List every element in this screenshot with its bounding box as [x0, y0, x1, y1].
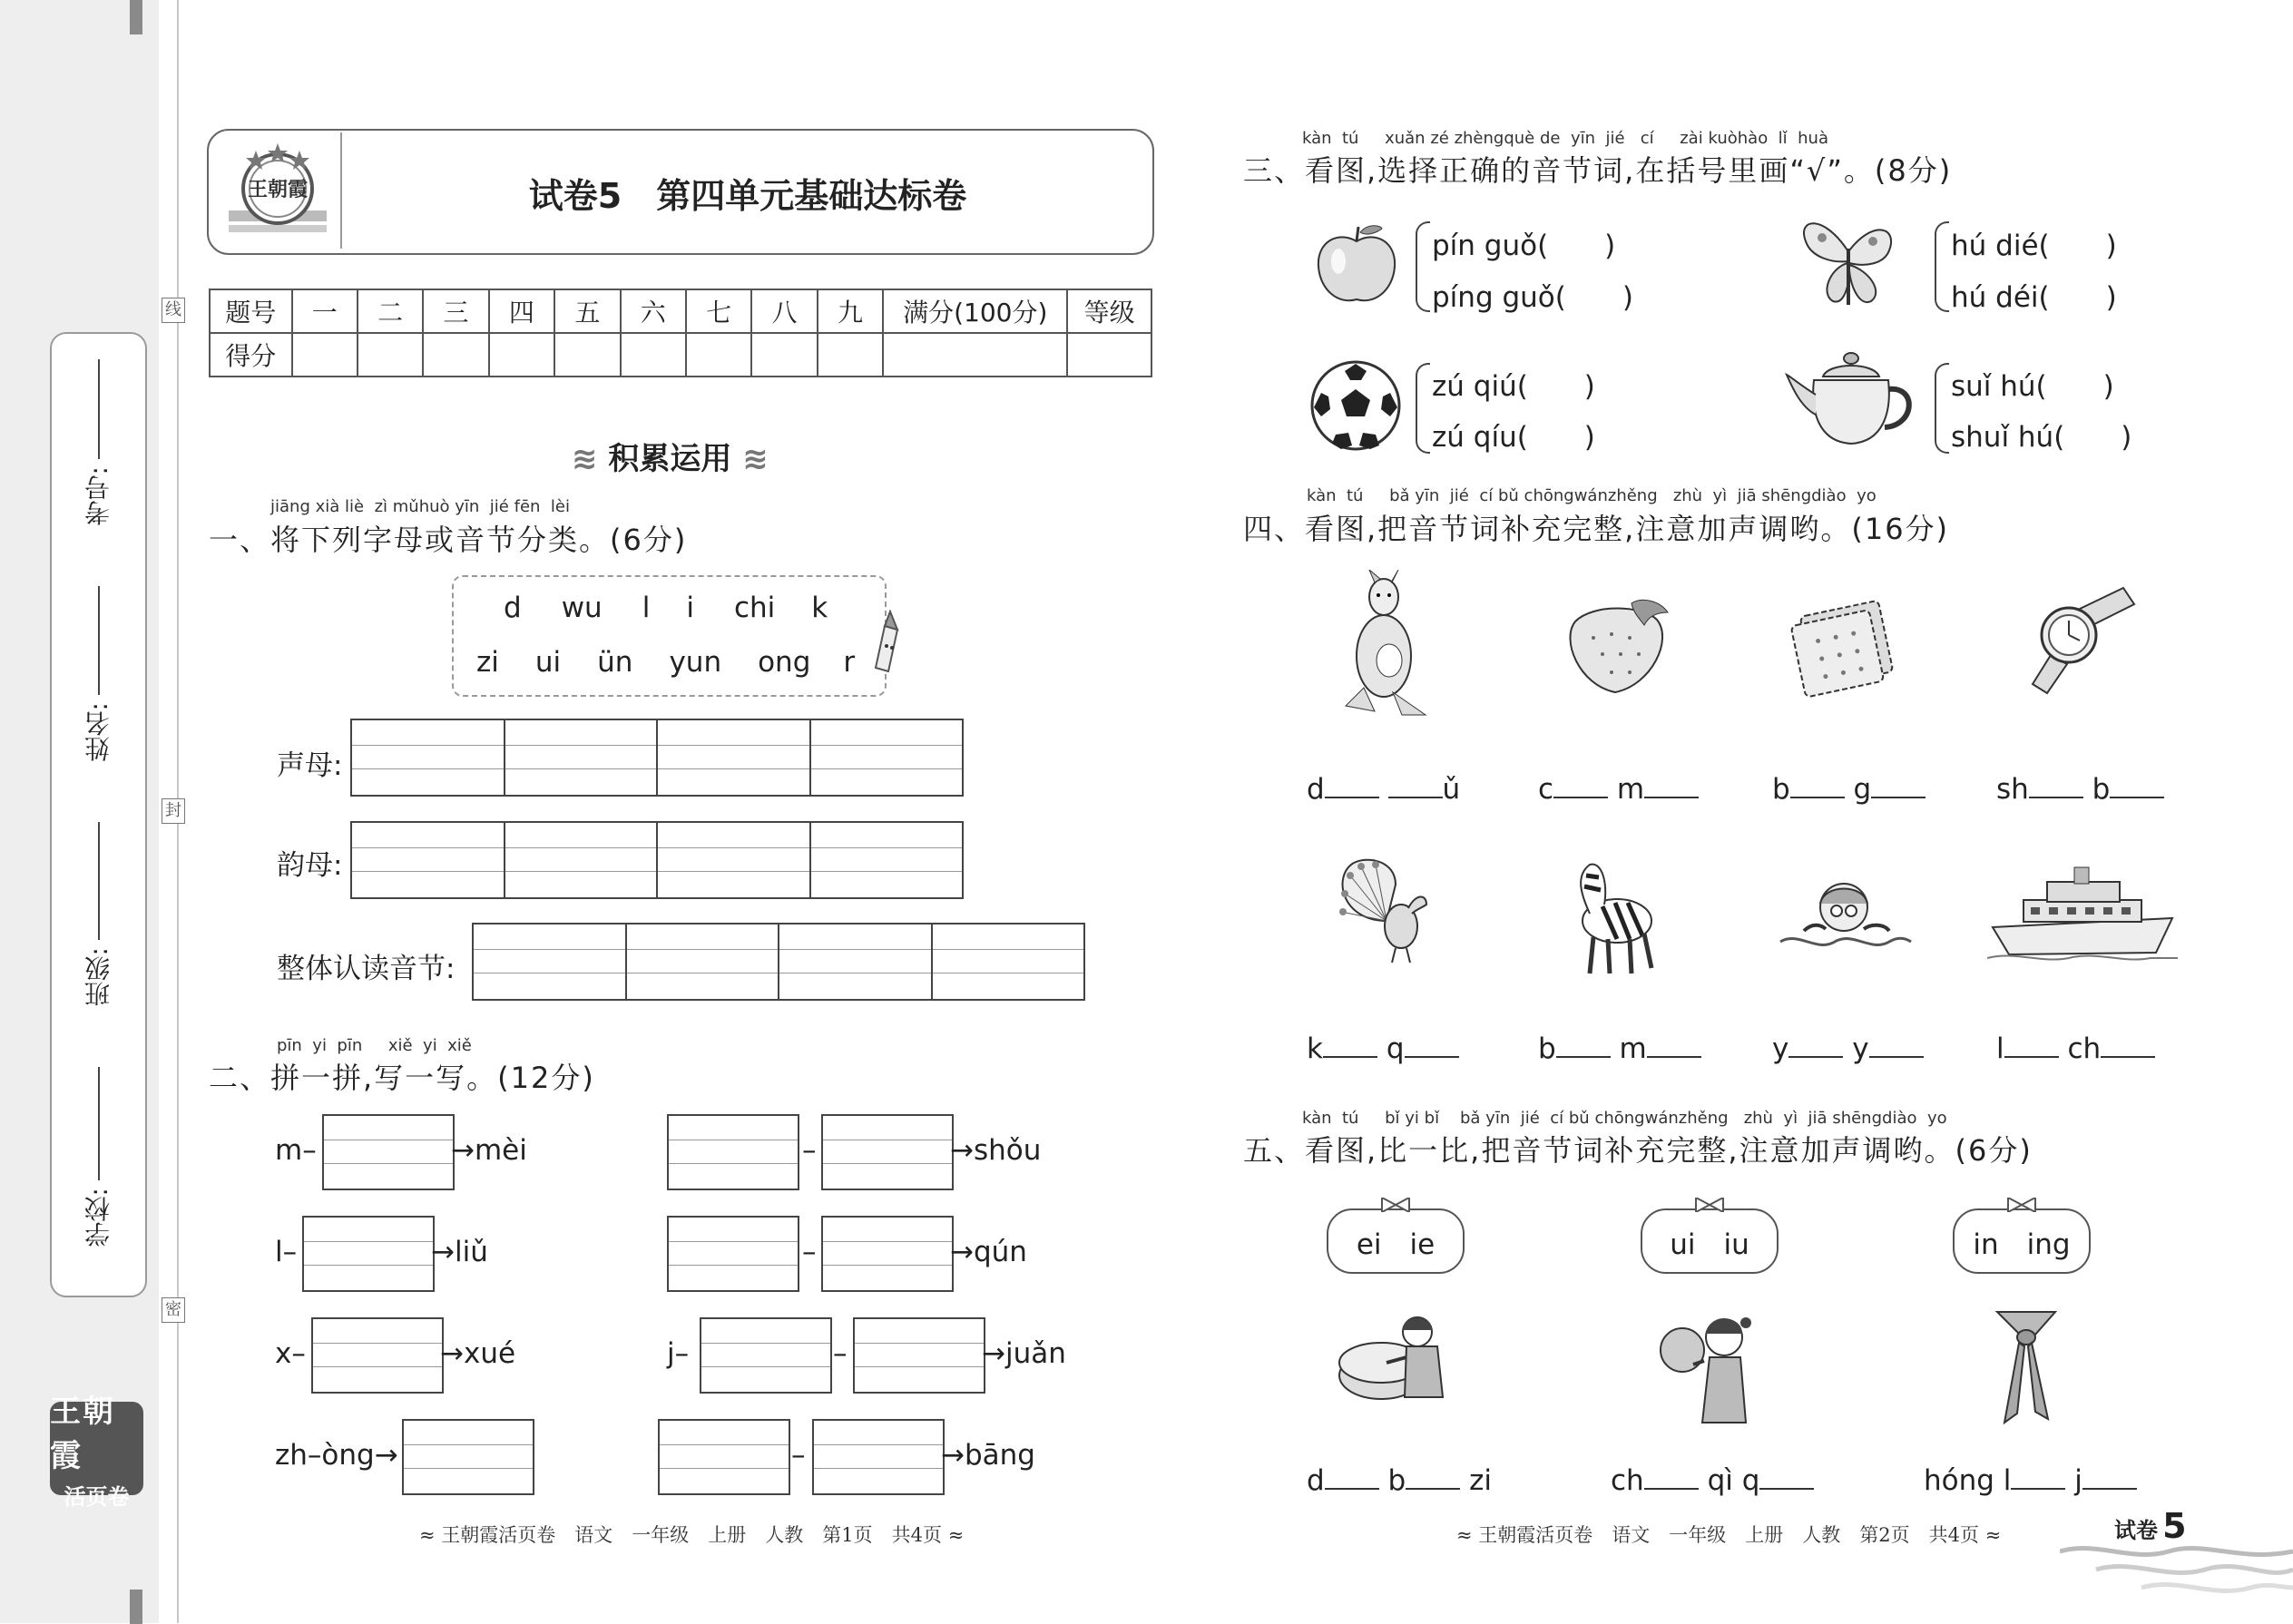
q4-title: 四、看图,把音节词补充完整,注意加声调哟。(16分) — [1243, 512, 1950, 546]
binding-mark-line: 线 — [162, 298, 185, 323]
q2-answer-box[interactable] — [402, 1419, 534, 1495]
q2-left-2-pre: l– — [275, 1236, 298, 1268]
q2-answer-box[interactable] — [302, 1216, 435, 1292]
q4-answer[interactable]: sh b — [1996, 773, 2164, 806]
binding-mark-seal: 封 — [162, 798, 185, 824]
student-info-box — [50, 332, 147, 1297]
q4-answer[interactable]: b g — [1772, 773, 1926, 806]
seal-logo — [225, 138, 330, 240]
q1-letters-row2: zi ui ün yun ong r — [476, 646, 856, 679]
pencil-mascot-icon — [867, 610, 908, 673]
label-shengmu: 声母: — [277, 749, 343, 782]
q3-option[interactable]: suǐ hú( ) — [1951, 370, 2114, 403]
binding-tick — [130, 1590, 142, 1624]
binding-tick — [130, 0, 142, 34]
label-zhengti: 整体认读音节: — [277, 953, 456, 985]
q2-answer-box[interactable] — [322, 1114, 455, 1190]
q2-left-1-pre: m– — [275, 1134, 317, 1167]
q2-right-2-post: →qún — [950, 1236, 1027, 1268]
q2-left-3-pre: x– — [275, 1337, 306, 1370]
zebra-icon — [1563, 857, 1671, 980]
soccer-ball-icon — [1308, 358, 1403, 453]
q3-option[interactable]: píng guǒ( ) — [1432, 281, 1633, 314]
q1-pinyin: jiāng xià liè zì mǔhuò yīn jié fēn lèi — [270, 497, 570, 516]
svg-text:王朝霞: 王朝霞 — [247, 178, 309, 201]
strawberry-icon — [1561, 594, 1677, 696]
shengmu-grid[interactable] — [350, 719, 964, 797]
q2-answer-box[interactable] — [812, 1419, 945, 1495]
q3-title: 三、看图,选择正确的音节词,在括号里画“√”。(8分) — [1243, 153, 1953, 188]
q3-option[interactable]: hú dié( ) — [1951, 230, 2117, 262]
red-scarf-icon — [1992, 1306, 2060, 1429]
q5-answer[interactable]: hóng l j — [1924, 1464, 2137, 1497]
class-label: 班级: — [83, 947, 113, 1007]
q2-answer-box[interactable] — [853, 1317, 985, 1394]
q5-bubble: ei ie — [1327, 1208, 1465, 1274]
girl-balloon-icon — [1651, 1306, 1760, 1426]
biscuit-icon — [1783, 590, 1910, 699]
q2-left-2-post: →liǔ — [431, 1236, 488, 1268]
q2-pinyin: pīn yi pīn xiě yi xiě — [277, 1036, 472, 1055]
q2-answer-box[interactable] — [821, 1216, 954, 1292]
q4-answer[interactable]: y y — [1772, 1032, 1924, 1065]
q3-option[interactable]: zú qíu( ) — [1432, 421, 1595, 454]
score-table-header-row: 题号 一 二 三 四 五 六 七 八 九 满分(100分) 等级 — [210, 289, 1151, 333]
label-yunmu: 韵母: — [277, 849, 343, 882]
q2-answer-box[interactable] — [667, 1216, 799, 1292]
score-table — [209, 289, 1152, 377]
q5-answer[interactable]: ch qì q — [1611, 1464, 1814, 1497]
watch-icon — [2014, 582, 2137, 696]
q2-right-4-post: →bāng — [941, 1439, 1035, 1472]
exam-title: 试卷5 第四单元基础达标卷 — [528, 176, 967, 216]
q4-pinyin: kàn tú bǎ yīn jié cí bǔ chōngwánzhěng zhù yì jiā shēngdiào yo — [1307, 486, 1877, 505]
footer-left: ≈ 王朝霞活页卷 语文 一年级 上册 人教 第1页 共4页 ≈ — [419, 1524, 965, 1546]
q3-option[interactable]: hú déi( ) — [1951, 281, 2117, 314]
q2-answer-box[interactable] — [311, 1317, 444, 1394]
q1-title: 一、将下列字母或音节分类。(6分) — [209, 523, 688, 557]
q3-option[interactable]: shuǐ hú( ) — [1951, 421, 2132, 454]
q4-answer[interactable]: l ch — [1996, 1032, 2155, 1065]
section-title: ≋ 积累运用 ≋ — [572, 441, 769, 477]
q3-option[interactable]: pín guǒ( ) — [1432, 230, 1616, 262]
q3-pinyin: kàn tú xuǎn zé zhèngquè de yīn jié cí zài kuòhào lǐ huà — [1302, 129, 1828, 148]
q4-answer[interactable]: b m — [1538, 1032, 1701, 1065]
q2-right-1-post: →shǒu — [950, 1134, 1042, 1167]
q2-answer-box[interactable] — [658, 1419, 790, 1495]
apple-icon — [1311, 221, 1402, 308]
yunmu-grid[interactable] — [350, 821, 964, 899]
q5-bubble: ui iu — [1641, 1208, 1779, 1274]
q5-title: 五、看图,比一比,把音节词补充完整,注意加声调哟。(6分) — [1243, 1133, 2033, 1168]
id-label: 考号: — [83, 466, 113, 526]
kangaroo-icon — [1338, 570, 1434, 719]
brand-logo: 王朝霞 活页卷 — [50, 1402, 143, 1495]
girl-cushion-icon — [1334, 1306, 1465, 1424]
q4-answer[interactable]: c m — [1538, 773, 1699, 806]
name-field — [52, 579, 145, 797]
teapot-icon — [1783, 349, 1919, 451]
q2-answer-box[interactable] — [700, 1317, 832, 1394]
score-table-score-row: 得分 — [210, 333, 1151, 377]
q2-left-3-post: →xué — [440, 1337, 516, 1370]
school-field — [52, 1060, 145, 1282]
school-label: 学校: — [83, 1188, 113, 1247]
page-tag: 试卷 5 — [2114, 1506, 2187, 1546]
q2-right-3-pre: j– — [667, 1337, 690, 1370]
q2-left-1-post: →mèi — [451, 1134, 527, 1167]
q5-bubble: in ing — [1953, 1208, 2091, 1274]
footer-right: ≈ 王朝霞活页卷 语文 一年级 上册 人教 第2页 共4页 ≈ — [1456, 1524, 2002, 1546]
name-label: 姓名: — [83, 702, 113, 762]
q5-pinyin: kàn tú bǐ yi bǐ bǎ yīn jié cí bǔ chōngwánzhěng zhù yì jiā shēngdiào yo — [1302, 1109, 1947, 1128]
q2-answer-box[interactable] — [821, 1114, 954, 1190]
q2-answer-box[interactable] — [667, 1114, 799, 1190]
peacock-icon — [1332, 857, 1450, 966]
q4-answer[interactable]: k q — [1307, 1032, 1459, 1065]
id-field — [52, 352, 145, 561]
q4-answer[interactable]: d ǔ — [1307, 773, 1461, 806]
q3-option[interactable]: zú qiú( ) — [1432, 370, 1595, 403]
class-field — [52, 815, 145, 1042]
zhengti-grid[interactable] — [472, 923, 1085, 1001]
q2-title: 二、拼一拼,写一写。(12分) — [209, 1061, 595, 1095]
butterfly-icon — [1797, 214, 1901, 314]
q1-letters-row1: d wu l i chi k — [504, 592, 828, 624]
swimmer-icon — [1777, 871, 1913, 962]
ship-icon — [1987, 864, 2178, 964]
q2-right-3-post: →juǎn — [982, 1337, 1066, 1370]
q2-left-4-pre: zh–òng→ — [275, 1439, 398, 1472]
binding-mark-secret: 密 — [162, 1297, 185, 1323]
q5-answer[interactable]: d b zi — [1307, 1464, 1492, 1497]
